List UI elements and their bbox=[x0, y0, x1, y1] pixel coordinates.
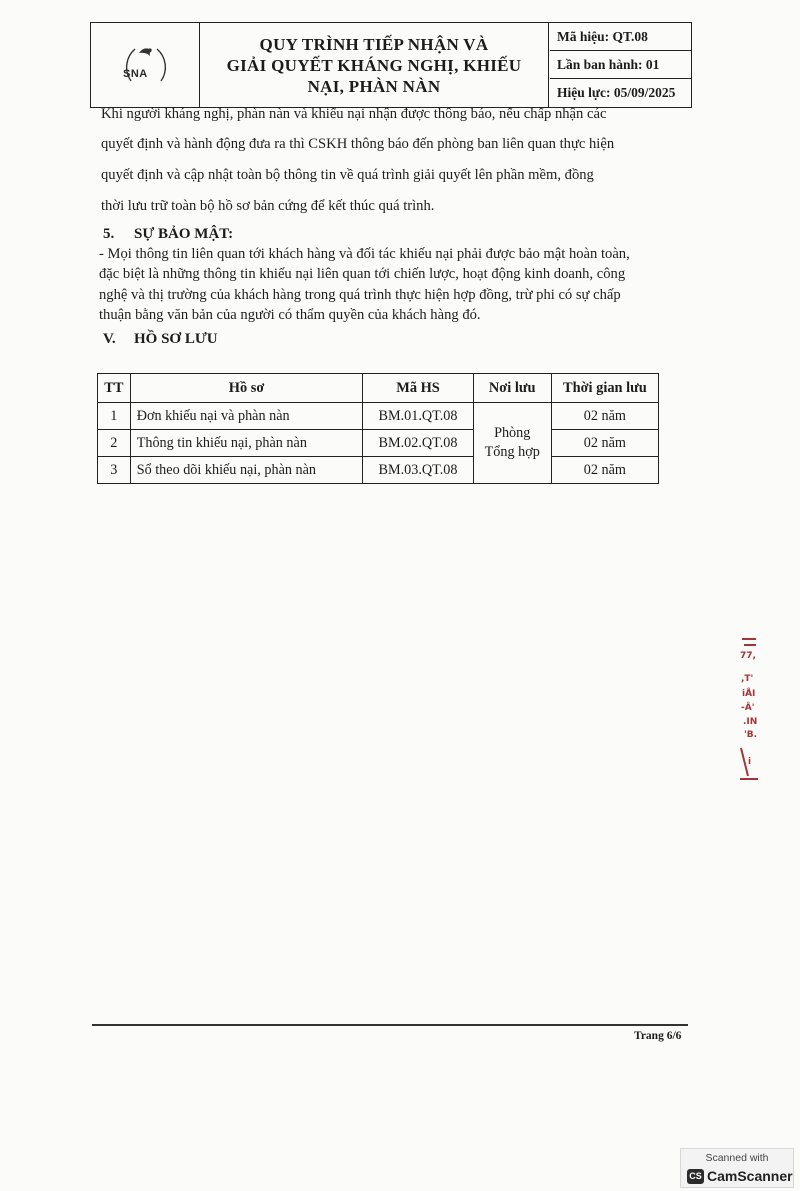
storage-location bbox=[473, 403, 551, 484]
location-line-1: Phòng bbox=[494, 425, 531, 441]
row-1-code: BM.01.QT.08 bbox=[363, 403, 473, 430]
intro-line-3: quyết định và cập nhật toàn bộ thông tin về quá trình giải quyết lên phần mềm, đồng bbox=[101, 167, 594, 183]
footer-rule bbox=[92, 1024, 688, 1026]
table-row bbox=[98, 430, 659, 457]
svg-text:i: i bbox=[748, 757, 752, 767]
watermark-brand: CamScanner bbox=[707, 1168, 793, 1184]
title-line-1: QUY TRÌNH TIẾP NHẬN VÀ bbox=[259, 34, 489, 54]
records-table bbox=[97, 373, 659, 484]
row-2-time: 02 năm bbox=[551, 430, 658, 457]
logo-text: SNA bbox=[123, 68, 148, 80]
camscanner-watermark bbox=[680, 1148, 794, 1188]
table-row bbox=[98, 403, 659, 430]
document-header bbox=[90, 22, 692, 108]
title-line-2: GIẢI QUYẾT KHÁNG NGHỊ, KHIẾU bbox=[226, 55, 522, 75]
col-header-thoi-gian: Thời gian lưu bbox=[551, 374, 658, 403]
title-line-3: NẠI, PHÀN NÀN bbox=[307, 76, 441, 96]
row-3-tt: 3 bbox=[98, 457, 131, 484]
row-2-code: BM.02.QT.08 bbox=[363, 430, 473, 457]
col-header-tt: TT bbox=[98, 374, 131, 403]
row-2-name: Thông tin khiếu nại, phàn nàn bbox=[130, 430, 363, 457]
row-1-name: Đơn khiếu nại và phàn nàn bbox=[130, 403, 363, 430]
svg-text:77,: 77, bbox=[740, 651, 756, 661]
section-v-title: HỒ SƠ LƯU bbox=[134, 331, 218, 347]
document-title bbox=[200, 23, 549, 107]
svg-text:,T': ,T' bbox=[741, 674, 754, 684]
row-2-tt: 2 bbox=[98, 430, 131, 457]
security-line-3: nghệ và thị trường của khách hàng trong quá trình thực hiện hợp đồng, trừ phi có sự chấp bbox=[99, 287, 621, 303]
col-header-noi-luu: Nơi lưu bbox=[473, 374, 551, 403]
row-3-name: Sổ theo dõi khiếu nại, phàn nàn bbox=[130, 457, 363, 484]
watermark-caption: Scanned with bbox=[705, 1152, 769, 1164]
issue-number: Lần ban hành: 01 bbox=[550, 51, 691, 79]
row-1-tt: 1 bbox=[98, 403, 131, 430]
intro-line-1: Khi người kháng nghị, phàn nàn và khiếu nại nhận được thông báo, nếu chấp nhận các bbox=[101, 106, 607, 122]
stamp-fragment bbox=[738, 636, 762, 786]
company-logo bbox=[117, 37, 173, 93]
table-header-row bbox=[98, 374, 659, 403]
svg-text:-Â': -Â' bbox=[741, 703, 755, 713]
svg-text:iÅI: iÅI bbox=[742, 689, 756, 699]
security-line-1: - Mọi thông tin liên quan tới khách hàng và đối tác khiếu nại phải được bảo mật hoàn toàn, bbox=[99, 246, 630, 262]
table-row bbox=[98, 457, 659, 484]
section-5-number: 5. bbox=[103, 226, 115, 242]
intro-line-4: thời lưu trữ toàn bộ hồ sơ bản cứng để kết thúc quá trình. bbox=[101, 198, 435, 214]
effective-date: Hiệu lực: 05/09/2025 bbox=[557, 85, 676, 100]
location-line-2: Tổng hợp bbox=[484, 444, 540, 460]
section-5-title: SỰ BẢO MẬT: bbox=[134, 226, 234, 242]
col-header-ma-hs: Mã HS bbox=[363, 374, 473, 403]
security-line-4: thuận bằng văn bản của người có thẩm quyền của khách hàng đó. bbox=[99, 307, 481, 323]
logo-cell bbox=[91, 23, 200, 107]
row-1-time: 02 năm bbox=[551, 403, 658, 430]
section-v-number: V. bbox=[103, 331, 116, 347]
document-code: Mã hiệu: QT.08 bbox=[550, 23, 691, 51]
svg-text:.IN: .IN bbox=[743, 717, 758, 727]
security-line-2: đặc biệt là những thông tin khiếu nại liên quan tới chiến lược, hoạt động kinh doanh, công bbox=[99, 266, 626, 282]
camscanner-logo-icon: CS bbox=[687, 1169, 704, 1184]
svg-text:'B.: 'B. bbox=[744, 730, 758, 740]
intro-line-2: quyết định và hành động đưa ra thì CSKH thông báo đến phòng ban liên quan thực hiện bbox=[101, 136, 615, 152]
row-3-code: BM.03.QT.08 bbox=[363, 457, 473, 484]
row-3-time: 02 năm bbox=[551, 457, 658, 484]
page-number: Trang 6/6 bbox=[634, 1030, 682, 1042]
col-header-ho-so: Hồ sơ bbox=[130, 374, 363, 403]
